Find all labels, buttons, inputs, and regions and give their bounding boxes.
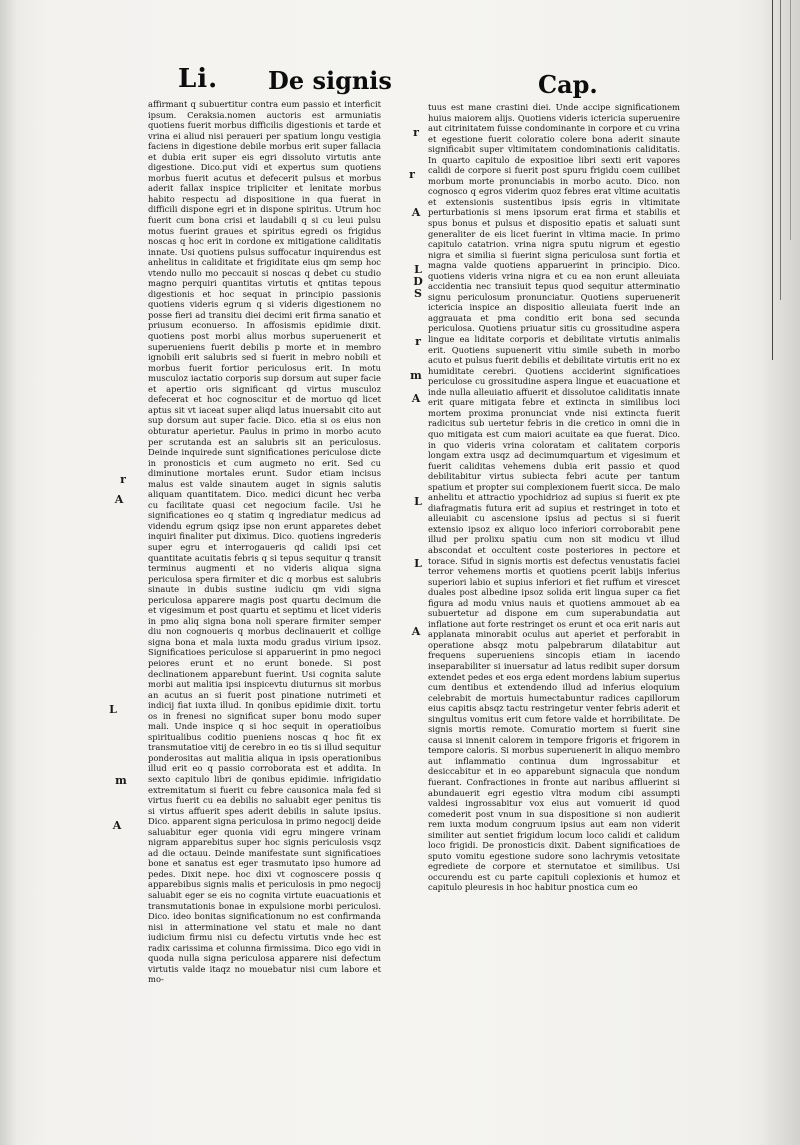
margin-letter: A — [114, 493, 124, 506]
margin-letter: L — [414, 495, 422, 508]
margin-letter: L — [109, 703, 117, 716]
column-text: affirmant q subuertitur contra eum passio et interficit ipsum. Ceraksia.nomen auctoris est armuniatis quotiens fuerit morbus difficilis digestionis et tarde et vrina ei aliud nisi peraueri per spatium longu vestigia faciens in digestione debile morbus erit super fallacia et dubia erit super eis egri dissoluto virtutis ante digestione. Dico.put vidi et expertus sum quotiens morbus fuerit acutus et defecerit pulsus et morbus aderit fallax inspice tripliciter et lenitate morbus habito respectu ad dispositione in qua fuerat in difficili dispone egri et in dispone spiritus. Utrum hoc fuerit cum bona crisi et laudabili q si cu leui pulsu motus fuerint graues et spiritus egredi os frigidus noscas q hoc erit in cordone ex mitigatione caliditatis innate. Usi quotiens pulsus suffocatur inquirendus est anhelitus in caliditate et frigiditate eius qm semp hoc vtendo nullo mo peccauit si noscas q debet cu studio magno perquiri quantitas virtutis et qntitas tepous digestionis et hoc sequat in principio passionis quotiens videris egrum q si videris digestionem no posse fieri ad transitu diei decimi erit firma sanatio et priusum econuerso. In affosismis epidimie dixit. quotiens post morbi alius morbus superuenerit et superueniens fuerit debilis p morte et in membro ignobili erit salubris sed si fuerit in mebro nobili et morbus fuerit fortior periculosus erit. In motu musculoz iactatio corporis sup dorsum aut super facie et apertio oris significant qd virtus musculoz defecerat et hoc cognoscitur et de mortuo qd licet aptus sit vt iaceat super aliqd latus inuersabit cito aut sup dorsum aut super facie. Dico. etia si os eius non obturatur aperietur. Paulus in primo in morbo acuto per scrutanda est an salubris sit an periculosus. Deinde inquirede sunt significationes periculose dicte in pronosticis et cum augmeto no erit. Sed cu diminutione mortales erunt. Sudor etiam incisus malus est valde sinautem auget in signis salutis aliquam quantitatem. Dico. medici dicunt hec verba cu facilitate quasi cet negocium facile. Usi he significationes eo q statim q ingrediatur medicus ad videndu egrum qsiqz ipse non erunt apparetes debet inquiri finaliter put diximus. Dico. quotiens ingrederis super egru et interrogaueris qd calidi ipsi cet quantitate acuitatis febris q si tepus sequitur q transit terminus augmenti et no videris aliqua signa periculosa spera firmiter et dic q morbus est salubris sinaute in dubis sustine iudiciu qm vidi signa periculosa apparere magis post quartu decimum die et vigesimum et post quartu et septimu et licet videris in pmo aliq signa bona noli sperare firmiter semper diu non cognoueris q morbus declinauerit et collige signa bona et mala iuxta modu gradus virium ipsoz. Significatioes periculose si apparuerint in pmo negoci peiores erunt et no erunt bonede. Si post declinationem apparebunt fuerint. Usi cognita salute morbi aut malitia ipsi inspicevtu diuturnus sit morbus an acutus an si fuerit post pinatione nutrimeti et indicij fiat iuxta illud. In qonibus epidimie dixit. tortu os in frenesi no significat super bonu modo super mali. Unde inspice q si hoc sequit in operatioibus spiritualibus coditio pueniens noscas q hoc fit ex transmutatioe vitij de cerebro in eo tis si illud sequitur ponderositas aut malitia aliqua in ipsis operationibus illud erit eo q passio corroborata est et addita. In sexto capitulo libri de qonibus epidimie. infrigidatio extremitatum si fuerit cu febre causonica mala fed si virtus fuerit cu ea debilis no saluabit eger penitus tis si virtus affuerit spes aderit debilis in salute ipsius. Dico. apparent signa periculosa in primo negocij deide saluabitur eger quonia vidi egru mingere vrinam nigram apparebitus super hoc signis periculosis vsqz ad die octauu. Deinde manifestate sunt significatioes bone et sanatus est eger trasmutato ipso humore ad pedes. Dixit nepe. hoc dixi vt cognoscere possis q apparebibus signis malis et periculosis in pmo negocij saluabit eger se eis no cognita virtute euacuationis et transmutationis bonae in expulsione morbi periculosi. Dico. ideo bonitas significationum no est confirmanda nisi in atterminatione vel statu et male no dant iudicium firmu nisi cu defectu virtutis vnde hec est radix carissima et colunna firmissima. Dico ego vidi in quoda nulla signa periculosa apparere nisi defectum virtutis valde itaqz no mouebatur nisi cum labore et mo- — [148, 99, 381, 985]
folio-number: Li. — [178, 64, 219, 94]
margin-letter: r — [413, 126, 419, 139]
page-edge-line — [780, 0, 781, 300]
column-text: tuus est mane crastini diei. Unde accipe significationem huius maiorem alijs. Quotiens videris ictericia superuenire aut citrinitatem fuisse condominante in corpore et cu vrina et egestione fuerit coloratio colere bona aderit sinaute significabit super vltimitatem condominationis caliditatis. In quarto capitulo de expositioe libri sexti erit vapores calidi de corpore si fuerit post spuru frigidu coem cuilibet morbum morte pronunciabis in morbo acuto. Dico. non cognosco q egros viderim quoz febres erat vltime acuitatis et extensionis sustentibus ipsis egris in vltimitate perturbationis si mens ipsorum erat firma et stabilis et spus bonus et pulsus et dispositio epatis et saluati sunt generaliter de eis licet fuerint in vltima macie. In primo capitulo catatrion. vrina nigra sputu nigrum et egestio nigra et similia si fuerint signa periculosa sunt fortia et magna valde quotiens apparuerint in principio. Dico. quotiens videris vrina nigra et cu ea non erunt alleuiata accidentia nec transiuit tepus quod sequitur atterminatio signu periculosum pronunciatur. Quotiens superuenerit ictericia inspice an dispositio alleuiata fuerit inde an aggrauata et pma conditio erit bona sed secunda periculosa. Quotiens priuatur sitis cu grossitudine aspera lingue ea liditate corporis et debilitate virtutis animalis erit. Quotiens supuenerit vitiu simile subeth in morbo acuto et pulsus fuerit debilis et debilitate virtutis erit no ex humiditate cerebri. Quotiens acciderint significatioes periculose cu grossitudine aspera lingue et euacuatione et inde nulla alleuiatio affuerit et dissolutoe caliditatis innate erit quare mitigata febre et extincta in similibus loci mortem proxima pronunciat vnde nisi extincta fuerit radicitus sub uertetur febris in die cretico in omni die in quo mitigata est cum maiori acuitate ea que fuerat. Dico. in quo videris vrina coloratam et calitatem corporis longam extra usqz ad decimumquartum et vigesimum et fuerit caliditas vehemens dubia erit passio et quod debilitabitur virtus subiecta febri acute per tantum spatium et propter sui complexionem fuerit sicca. De malo anhelitu et attractio ypochidrioz ad supius si fuerit ex pte diafragmatis futura erit ad supius et restringet in toto et alleuiabit cu ascensione ipsius ad pectus si si fuerit extensio ipsoz ex aliquo loco inferiori corroborabit pene illud per prolixu spatiu cum non sit modicu vt illud abscondat et occultent coste posteriores in pectore et torace. Sifud in signis mortis est defectus venustatis faciei terror vehemens mortis et quotiens pcerit labijs inferius superiori labio et supius inferiori et fiet ruffum et virescet duales post albedine ipsoz solida erit lingua super ca fiet figura ad modu vnius nauis et quotiens ammouet ab ea subuertetur ad dispone em cum superabundatia aut inflatione aut forte restringet os erunt et oca erit naris aut applanata minorabit oculus aut aperiet et perforabit in operatione absqz motu palpebrarum dilatabitur aut frequens superueniens sincopis etiam in iacendo inseparabiliter si inuersatur ad latus redibit super dorsum extendet pedes et eos erga edent mordens labium superius cum dentibus et extendendo illud ad inferius eloquium celebrabit de mortuis humectabuntur radices capillorum eius capitis absqz tactu restringetur venter febris aderit et singultus vomitus erit cum fetore valde et horribilitate. De signis mortis remote. Comuratio mortem si fuerit sine causa si innenit calorem in tempore frigoris et frigorem in tempore caloris. Si morbus superuenerit in aliquo membro aut inflammatio continua dum ingrossabitur et desiccabitur et in eo apparebunt signacula que nondum fuerant. Confractiones in fronte aut naribus affluerint si abundauerit egri egestio vltra modum cibi assumpti valdesi ingrossabitur vox eius aut vomuerit id quod comederit post vnum in sua dispositione si non audierit rem iuxta modum congruum ipsius aut eam non viderit similiter aut sentiet frigidum locum loco calidi et calidum loco frigidi. De pronosticis dixit. Dabent significatioes de sputo vomitu egestione sudore sono lachrymis vetositate egrediete de corpore et sternutatoe et similibus. Usi occurendu est cu parte capituli coplexionis et humoz et capitulo pleuresis in hoc habitur pnostica cum eo — [428, 102, 680, 893]
margin-letter: r — [409, 168, 415, 181]
margin-letter: m — [410, 369, 422, 382]
margin-letter: A — [411, 625, 421, 638]
margin-letter: A — [411, 392, 421, 405]
margin-letter: L — [414, 557, 422, 570]
margin-letter: S — [414, 287, 422, 300]
margin-letter: A — [411, 206, 421, 219]
gutter-shadow — [0, 0, 18, 1145]
text-column-left — [148, 99, 381, 1019]
page-edge-line — [772, 0, 773, 360]
margin-letter: m — [115, 774, 127, 787]
margin-letter: D — [413, 275, 423, 288]
chapter-heading: Cap. — [538, 70, 598, 99]
text-column-right — [428, 102, 680, 893]
margin-letter: L — [414, 263, 422, 276]
margin-letter: r — [120, 473, 126, 486]
margin-letter: r — [415, 335, 421, 348]
page-edge-line — [790, 0, 791, 240]
running-title: De signis — [268, 66, 392, 95]
margin-letter: A — [112, 819, 122, 832]
